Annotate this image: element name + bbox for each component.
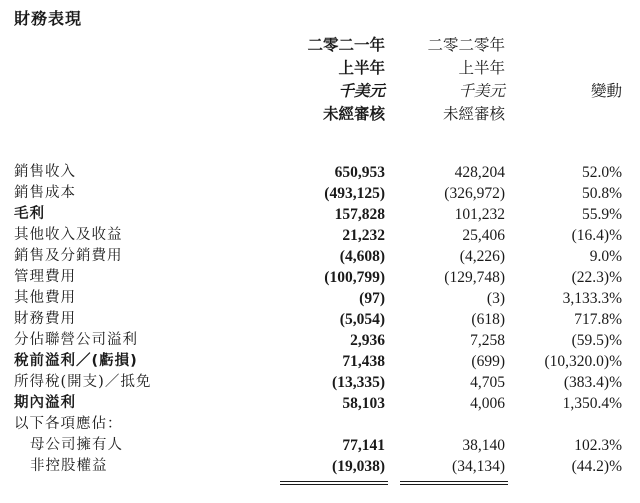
table-row-profit-for-period [0,393,640,414]
table-row-owners-of-parent [0,435,640,456]
row-current-value: (13,335) [332,374,385,391]
row-label: 管理費用 [14,269,76,285]
table-row-revenue [0,162,640,183]
row-change-value: 102.3% [574,437,622,454]
row-label: 銷售成本 [14,185,76,201]
row-change-value: (10,320.0)% [544,353,622,370]
row-current-value: 77,141 [342,437,385,454]
row-current-value: (100,799) [324,269,385,286]
row-label: 母公司擁有人 [30,437,123,453]
row-label: 非控股權益 [30,458,108,474]
row-current-value: 157,828 [334,206,385,223]
row-label: 稅前溢利／(虧損) [14,353,138,369]
table-row-income-tax [0,372,640,393]
row-current-value: (5,054) [339,311,385,328]
row-prior-value: (4,226) [459,248,505,265]
row-current-value: (493,125) [324,185,385,202]
row-prior-value: 25,406 [462,227,505,244]
row-prior-value: (699) [471,353,505,370]
row-change-value: 9.0% [589,248,622,265]
row-prior-value: 4,006 [470,395,505,412]
table-row-non-controlling-interests [0,456,640,477]
table-row-other-income [0,225,640,246]
row-current-value: 21,232 [342,227,385,244]
col1-double-underline-top [280,481,388,482]
row-change-value: 52.0% [581,164,622,181]
col2-double-underline-top [400,481,508,482]
row-label: 毛利 [14,206,45,222]
row-current-value: (97) [359,290,385,307]
row-label: 銷售及分銷費用 [14,248,123,264]
row-current-value: 2,936 [350,332,385,349]
row-change-value: (59.5)% [571,332,622,349]
row-current-value: 58,103 [342,395,385,412]
row-change-value: 3,133.3% [562,290,622,307]
row-label: 分佔聯營公司溢利 [14,332,138,348]
row-change-value: (383.4)% [563,374,622,391]
row-prior-value: 428,204 [454,164,505,181]
table-row-other-expenses [0,288,640,309]
row-change-value: 55.9% [581,206,622,223]
row-prior-value: (34,134) [452,458,505,475]
row-prior-value: (129,748) [444,269,505,286]
row-current-value: (19,038) [332,458,385,475]
table-row-attributable-to [0,414,640,435]
page-title: 財務表現 [14,9,83,28]
table-row-admin-expenses [0,267,640,288]
row-label: 其他收入及收益 [14,227,123,243]
table-row-distribution-expenses [0,246,640,267]
row-current-value: 71,438 [342,353,385,370]
row-prior-value: (3) [486,290,505,307]
table-row-cost-of-sales [0,183,640,204]
col1-year: 二零二一年 [307,37,385,54]
col2-year: 二零二零年 [427,37,505,54]
col1-period: 上半年 [338,60,385,77]
row-label: 以下各項應佔： [14,416,123,432]
row-change-value: (16.4)% [571,227,622,244]
row-current-value: (4,608) [339,248,385,265]
col1-audit: 未經審核 [322,106,385,123]
row-prior-value: 101,232 [454,206,505,223]
row-label: 所得稅(開支)／抵免 [14,374,152,390]
table-row-share-of-associates [0,330,640,351]
row-change-value: 717.8% [574,311,622,328]
col2-audit: 未經審核 [442,106,505,123]
row-prior-value: 4,705 [470,374,505,391]
row-label: 財務費用 [14,311,76,327]
row-change-value: 50.8% [581,185,622,202]
col3-change: 變動 [590,83,622,100]
table-row-finance-costs [0,309,640,330]
row-change-value: (22.3)% [571,269,622,286]
row-change-value: (44.2)% [571,458,622,475]
table-row-gross-profit [0,204,640,225]
table-row-profit-before-tax [0,351,640,372]
row-label: 期內溢利 [14,395,76,411]
row-label: 其他費用 [14,290,76,306]
col2-period: 上半年 [458,60,505,77]
col1-double-underline-bottom [280,484,388,485]
row-current-value: 650,953 [334,164,385,181]
col1-unit: 千美元 [338,83,385,100]
row-prior-value: (618) [471,311,505,328]
col2-double-underline-bottom [400,484,508,485]
row-prior-value: (326,972) [444,185,505,202]
col2-unit: 千美元 [458,83,505,100]
row-prior-value: 38,140 [462,437,505,454]
row-change-value: 1,350.4% [562,395,622,412]
row-prior-value: 7,258 [470,332,505,349]
row-label: 銷售收入 [14,164,76,180]
